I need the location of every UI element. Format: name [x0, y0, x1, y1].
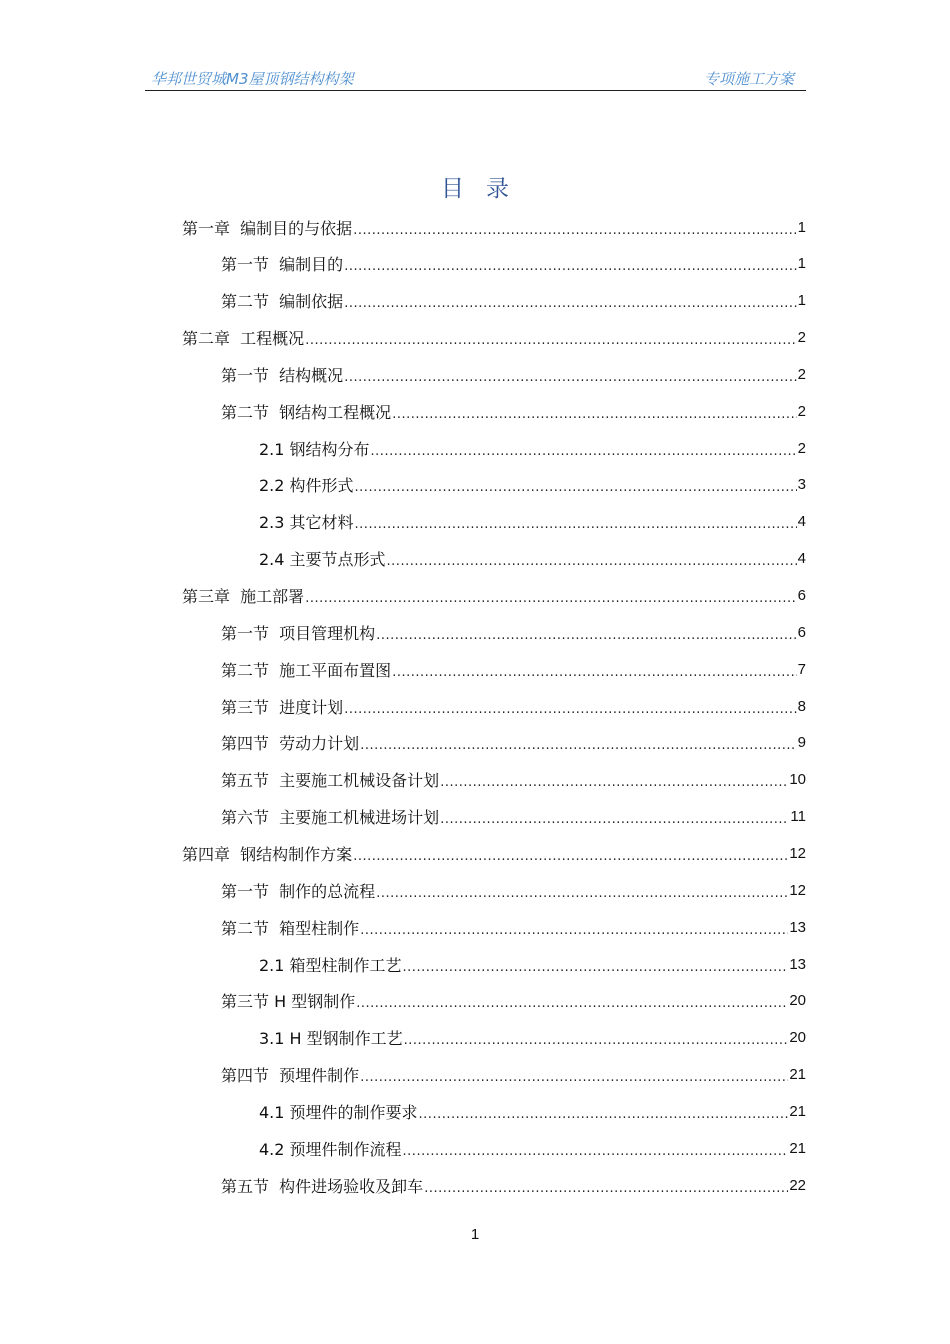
toc-entry[interactable]: [221, 762, 806, 798]
toc-entry-page: 13: [789, 918, 806, 936]
toc-dot-leader: [360, 738, 796, 753]
toc-dot-leader: [392, 665, 796, 680]
toc-dot-leader: [305, 591, 796, 606]
toc-entry[interactable]: [221, 246, 806, 282]
toc-entry-label: 第六节 主要施工机械进场计划: [221, 808, 440, 828]
toc-entry-page: 8: [797, 697, 806, 715]
toc-entry-page: 4: [797, 550, 806, 568]
toc-dot-leader: [376, 886, 788, 901]
toc-entry-page: 12: [789, 881, 806, 899]
toc-dot-leader: [356, 996, 788, 1011]
toc-entry-label: 2.4 主要节点形式: [259, 550, 386, 570]
toc-entry-page: 6: [797, 623, 806, 641]
toc-entry-label: 第二节 钢结构工程概况: [221, 402, 392, 422]
toc-entry-label: 2.1 箱型柱制作工艺: [259, 955, 402, 975]
toc-entry-page: 3: [797, 476, 806, 494]
page-header: [145, 64, 806, 91]
toc-dot-leader: [419, 1107, 789, 1122]
toc-dot-leader: [403, 1144, 789, 1159]
toc-dot-leader: [360, 923, 788, 938]
toc-entry[interactable]: [221, 983, 806, 1019]
toc-entry-label: 2.2 构件形式: [259, 476, 354, 496]
toc-entry[interactable]: [221, 1057, 806, 1093]
toc-dot-leader: [387, 554, 797, 569]
toc-entry-page: 2: [797, 402, 806, 420]
toc-entry-page: 11: [790, 808, 806, 826]
toc-entry-label: 第一节 项目管理机构: [221, 623, 376, 643]
toc-entry[interactable]: [259, 1020, 806, 1056]
toc-title: 目录: [441, 176, 531, 202]
toc-entry-label: 2.1 钢结构分布: [259, 439, 370, 459]
toc-entry[interactable]: [221, 1167, 806, 1203]
toc-dot-leader: [440, 812, 789, 827]
toc-entry-page: 21: [789, 1066, 806, 1084]
toc-entry[interactable]: [221, 614, 806, 650]
toc-entry-page: 21: [789, 1102, 806, 1120]
toc-entry-label: 4.1 预埋件的制作要求: [259, 1102, 418, 1122]
header-document-title: 华邦世贸城M3屋顶钢结构构架: [151, 70, 354, 88]
toc-dot-leader: [355, 517, 797, 532]
toc-dot-leader: [344, 296, 796, 311]
toc-entry-label: 第二节 箱型柱制作: [221, 918, 360, 938]
toc-entry-page: 20: [789, 1029, 806, 1047]
toc-entry[interactable]: [259, 430, 806, 466]
toc-entry[interactable]: [182, 320, 806, 356]
toc-dot-leader: [355, 480, 797, 495]
header-document-type: 专项施工方案: [703, 70, 794, 88]
toc-dot-leader: [360, 1070, 788, 1085]
toc-entry[interactable]: [221, 725, 806, 761]
toc-entry-label: 第一章 编制目的与依据: [182, 218, 353, 238]
toc-entry-page: 2: [797, 439, 806, 457]
toc-entry[interactable]: [221, 688, 806, 724]
toc-entry[interactable]: [221, 393, 806, 429]
toc-entry-label: 第五节 主要施工机械设备计划: [221, 771, 440, 791]
toc-entry[interactable]: [182, 578, 806, 614]
toc-dot-leader: [344, 259, 796, 274]
toc-entry-label: 第二节 施工平面布置图: [221, 660, 392, 680]
toc-entry-label: 第二章 工程概况: [182, 329, 305, 349]
toc-entry-page: 13: [789, 955, 806, 973]
toc-dot-leader: [371, 444, 797, 459]
toc-entry[interactable]: [259, 1093, 806, 1129]
toc-entry[interactable]: [221, 799, 806, 835]
toc-entry-label: 3.1 H 型钢制作工艺: [259, 1029, 403, 1049]
toc-entry[interactable]: [182, 835, 806, 871]
toc-entry-label: 第一节 制作的总流程: [221, 881, 376, 901]
toc-entry-page: 22: [789, 1176, 806, 1194]
toc-entry-label: 第二节 编制依据: [221, 292, 344, 312]
toc-entry[interactable]: [259, 541, 806, 577]
toc-entry[interactable]: [259, 1130, 806, 1166]
toc-entry-label: 第三节 H 型钢制作: [221, 992, 356, 1012]
toc-dot-leader: [424, 1181, 788, 1196]
toc-entry-page: 20: [789, 992, 806, 1010]
toc-dot-leader: [344, 702, 796, 717]
toc-entry-page: 10: [789, 771, 806, 789]
toc-entry-label: 第四节 劳动力计划: [221, 734, 360, 754]
toc-entry-label: 第四节 预埋件制作: [221, 1066, 360, 1086]
toc-dot-leader: [344, 370, 796, 385]
toc-dot-leader: [353, 849, 788, 864]
toc-entry-label: 第四章 钢结构制作方案: [182, 844, 353, 864]
toc-entry-page: 9: [797, 734, 806, 752]
toc-entry-page: 7: [797, 660, 806, 678]
toc-entry-label: 2.3 其它材料: [259, 513, 354, 533]
toc-entry-label: 4.2 预埋件制作流程: [259, 1139, 402, 1159]
toc-entry[interactable]: [221, 356, 806, 392]
toc-entry-page: 2: [797, 329, 806, 347]
toc-entry-page: 1: [797, 255, 806, 273]
toc-entry-label: 第一节 结构概况: [221, 365, 344, 385]
toc-entry[interactable]: [259, 467, 806, 503]
toc-entry-page: 21: [789, 1139, 806, 1157]
toc-entry-label: 第三章 施工部署: [182, 587, 305, 606]
toc-entry[interactable]: [259, 504, 806, 540]
toc-dot-leader: [440, 775, 788, 790]
toc-entry-page: 6: [797, 587, 806, 604]
toc-dot-leader: [392, 407, 796, 422]
toc-dot-leader: [376, 628, 796, 643]
page-number: 1: [470, 1226, 480, 1243]
toc-entry[interactable]: [221, 283, 806, 319]
toc-entry-page: 1: [797, 218, 806, 236]
toc-entry-label: 第五节 构件进场验收及卸车: [221, 1176, 424, 1196]
toc-entry[interactable]: [259, 946, 806, 982]
toc-entry[interactable]: [221, 909, 806, 945]
toc-dot-leader: [305, 333, 796, 348]
toc-dot-leader: [403, 960, 789, 975]
toc-dot-leader: [404, 1033, 789, 1048]
toc-entry[interactable]: [182, 209, 806, 245]
toc-entry-page: 1: [797, 292, 806, 310]
toc-dot-leader: [353, 223, 796, 238]
toc-entry-label: 第三节 进度计划: [221, 697, 344, 717]
toc-entry-page: 12: [789, 844, 806, 862]
toc-entry-label: 第一节 编制目的: [221, 255, 344, 275]
toc-entry[interactable]: [221, 651, 806, 687]
toc-entry-page: 2: [797, 365, 806, 383]
toc-entry[interactable]: [221, 872, 806, 908]
toc-entry-page: 4: [797, 513, 806, 531]
